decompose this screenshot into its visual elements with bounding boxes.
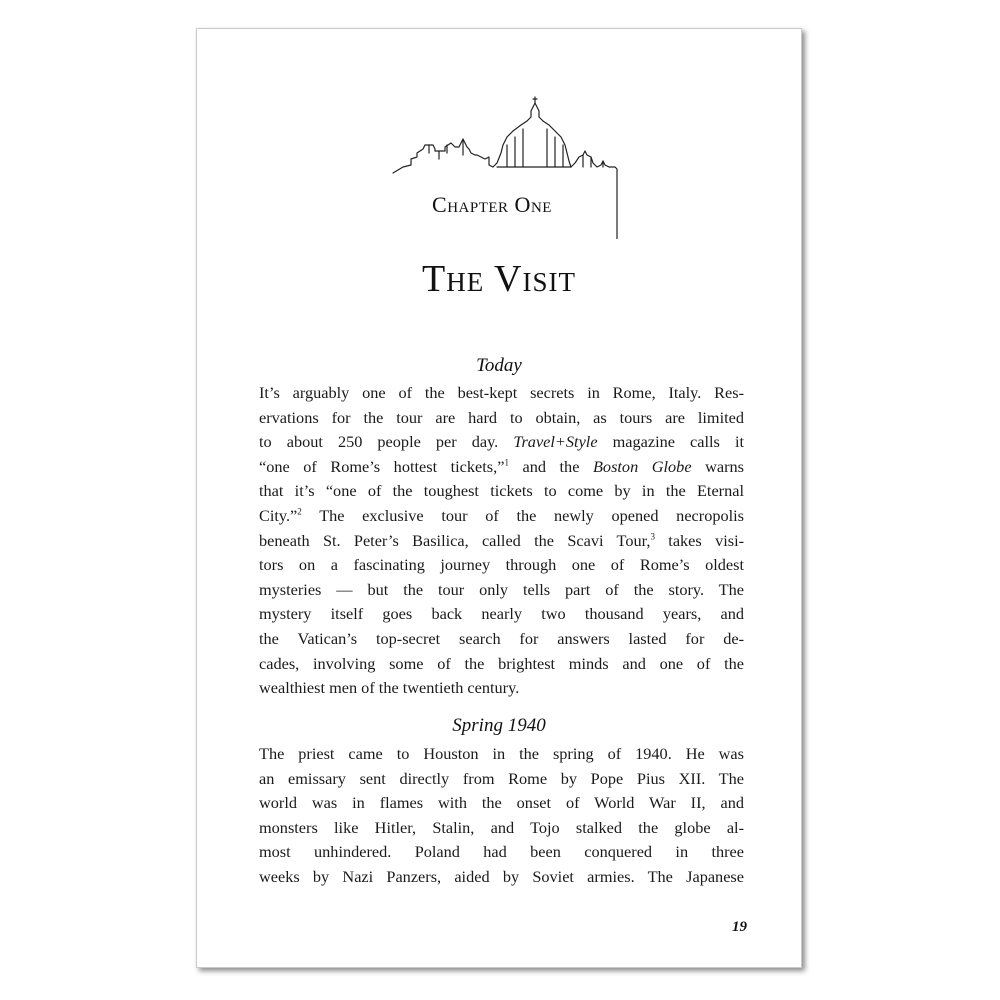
text-line: ervations for the tour are hard to obtain, as tours are limited [259,407,744,427]
text-line: that it’s “one of the toughest tickets to come by in the Eternal [259,481,744,501]
text-line: City.”$^2$ The exclusive tour of the newly opened necropolis [259,505,745,525]
footnote-marker: 2 [297,506,302,517]
text-line: cades, involving some of the brightest minds and one of the [259,653,744,673]
page-number: 19 [732,919,747,935]
text-line: beneath St. Peter’s Basilica, called the Scavi Tour,$^3$ takes visi- [259,530,745,550]
text-line: the Vatican’s top-secret search for answers lasted for de- [259,628,744,648]
text-line: monsters like Hitler, Stalin, and Tojo stalked the globe al- [259,817,744,837]
paragraph-spring-1940 [259,742,744,890]
italic-publication-name: Boston Globe [592,456,692,476]
text-line: tors on a fascinating journey through one of Rome’s oldest [259,555,744,575]
text-line: The priest came to Houston in the spring of 1940. He was [259,744,744,763]
text-line: wealthiest men of the twentieth century. [259,678,520,698]
text-line: “one of Rome’s hottest tickets,”$^1$ and the Boston Globe warns [259,456,744,476]
text-line: to about 250 people per day. Travel+Style magazine calls it [259,432,744,452]
footnote-marker: 3 [650,531,655,542]
italic-publication-name: Travel+Style [513,432,598,452]
text-line: mystery itself goes back nearly two thousand years, and [259,604,744,624]
chapter-label: Chapter One [432,192,552,217]
paragraph-today [259,381,744,701]
chapter-title: The Visit [422,258,576,300]
text-line: mysteries — but the tour only tells part of the story. The [259,579,744,599]
section-heading-spring-1940: Spring 1940 [452,715,546,736]
text-line: weeks by Nazi Panzers, aided by Soviet armies. The Japanese [259,866,744,886]
book-page [196,28,802,968]
section-heading-today: Today [476,355,522,376]
text-line: It’s arguably one of the best-kept secrets in Rome, Italy. Res- [259,383,744,402]
text-line: world was in flames with the onset of World War II, and [259,793,744,813]
text-line: an emissary sent directly from Rome by Pope Pius XII. The [259,768,744,788]
text-line: most unhindered. Poland had been conquered in three [259,842,744,862]
footnote-marker: 1 [504,457,509,468]
